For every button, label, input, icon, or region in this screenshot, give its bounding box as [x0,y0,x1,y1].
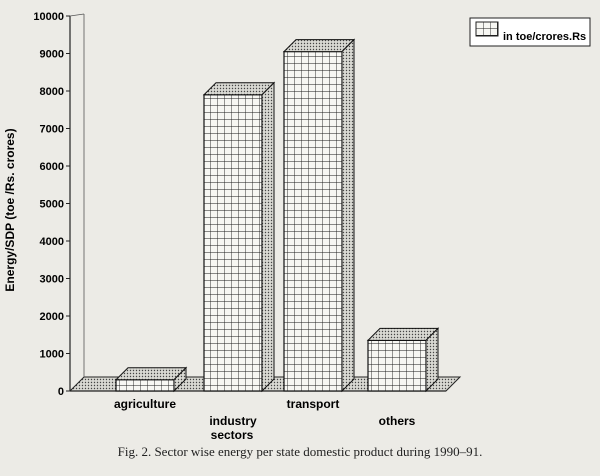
bar-industry [204,83,274,391]
x-tick-label-others: others [378,414,416,428]
y-tick-label: 8000 [39,86,64,98]
bar-others [368,328,438,391]
y-tick-label: 3000 [39,273,64,286]
y-tick-label: 10000 [33,11,64,23]
y-tick-label: 5000 [39,198,64,211]
bar-transport [284,40,354,391]
bar-front [116,380,174,391]
y-axis-ticks [33,11,70,398]
bar-side [262,83,274,391]
y-tick-label: 0 [57,386,64,398]
y-tick-label: 7000 [39,123,64,136]
top-edge [70,14,84,16]
x-axis-title: sectors [210,428,254,442]
legend-label: in toe/crores.Rs [503,31,587,43]
bar-agriculture [116,368,186,391]
bar-front [284,52,342,391]
bar-front [204,95,262,391]
figure-caption: Fig. 2. Sector wise energy per state domestic product during 1990–91. [117,444,483,459]
x-axis-labels [114,397,416,428]
y-tick-label: 4000 [39,236,64,248]
x-tick-label-transport: transport [286,397,340,411]
y-tick-label: 6000 [39,161,64,173]
y-tick-label: 9000 [39,48,64,61]
x-tick-label-industry: industry [209,414,257,428]
bar-side [342,40,354,391]
y-tick-label: 2000 [39,311,64,323]
bar-front [368,340,426,391]
legend [470,18,590,46]
legend-swatch [476,22,498,36]
y-tick-label: 1000 [39,348,64,361]
y-axis-title: Energy/SDP (toe /Rs. crores) [3,128,17,292]
bars-group [116,40,438,391]
x-tick-label-agriculture: agriculture [113,397,177,411]
